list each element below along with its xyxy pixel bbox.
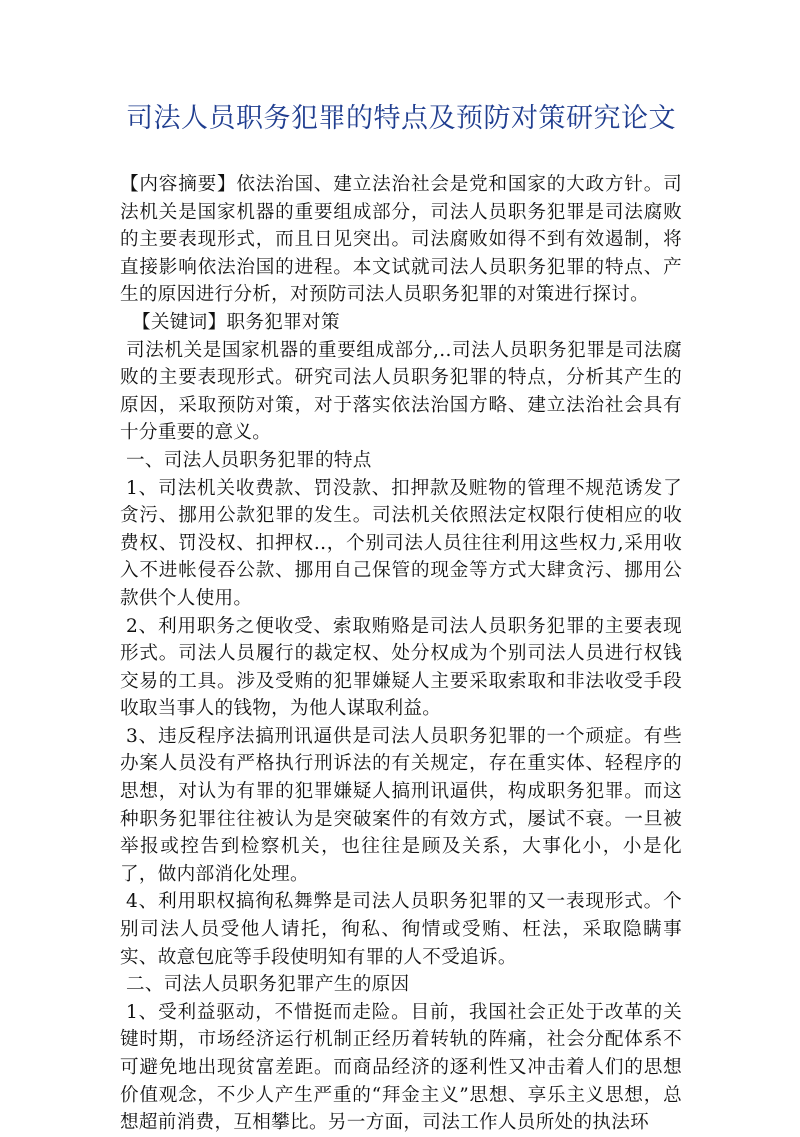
document-title: 司法人员职务犯罪的特点及预防对策研究论文 xyxy=(126,103,676,134)
intro-paragraph: 司法机关是国家机器的重要组成部分,..司法人员职务犯罪是司法腐败的主要表现形式。研究司法人员职务犯罪的特点，分析其产生的原因，采取预防对策，对于落实依法治国方略、建立法治社会具有十分重要的意义。 xyxy=(120,339,682,444)
abstract-paragraph: 【内容摘要】依法治国、建立法治社会是党和国家的大政方针。司法机关是国家机器的重要组成部分，司法人员职务犯罪是司法腐败的主要表现形式，而且日见突出。司法腐败如得不到有效遏制，将直接影响依法治国的进程。本文试就司法人员职务犯罪的特点、产生的原因进行分析，对预防司法人员职务犯罪的对策进行探讨。 xyxy=(120,174,682,306)
keywords-line: 【关键词】职务犯罪对策 xyxy=(132,311,340,333)
section-heading-2: 二、司法人员职务犯罪产生的原因 xyxy=(126,974,410,996)
section2-paragraph-1: 1、受利益驱动，不惜挺而走险。目前，我国社会正处于改革的关键时期，市场经济运行机制正经历着转轨的阵痛，社会分配体系不可避免地出现贫富差距。而商品经济的逐利性又冲击着人们的思想价值观念，不少人产生严重的“拜金主义”思想、享乐主义思想，总想超前消费，互相攀比。另一方面，司法工作人员所处的执法环 xyxy=(120,1001,682,1134)
section1-paragraph-3: 3、违反程序法搞刑讯逼供是司法人员职务犯罪的一个顽症。有些办案人员没有严格执行刑诉法的有关规定，存在重实体、轻程序的思想，对认为有罪的犯罪嫌疑人搞刑讯逼供，构成职务犯罪。而这种职务犯罪往往被认为是突破案件的有效方式，屡试不衰。一旦被举报或控告到检察机关，也往往是顾及关系，大事化小，小是化了，做内部消化处理。 xyxy=(120,725,682,885)
section1-paragraph-2: 2、利用职务之便收受、索取贿赂是司法人员职务犯罪的主要表现形式。司法人员履行的裁定权、处分权成为个别司法人员进行权钱交易的工具。涉及受贿的犯罪嫌疑人主要采取索取和非法收受手段收取当事人的钱物，为他人谋取利益。 xyxy=(120,615,682,720)
section1-paragraph-4: 4、利用职权搞徇私舞弊是司法人员职务犯罪的又一表现形式。个别司法人员受他人请托，徇私、徇情或受贿、枉法，采取隐瞒事实、故意包庇等手段使明知有罪的人不受追诉。 xyxy=(120,891,682,968)
section1-paragraph-1: 1、司法机关收费款、罚没款、扣押款及赃物的管理不规范诱发了贪污、挪用公款犯罪的发生。司法机关依照法定权限行使相应的收费权、罚没权、扣押权..，个别司法人员往往利用这些权力,采用收入不进帐侵吞公款、挪用自己保管的现金等方式大肆贪污、挪用公款供个人使用。 xyxy=(120,477,682,609)
section-heading-1: 一、司法人员职务犯罪的特点 xyxy=(126,449,372,471)
